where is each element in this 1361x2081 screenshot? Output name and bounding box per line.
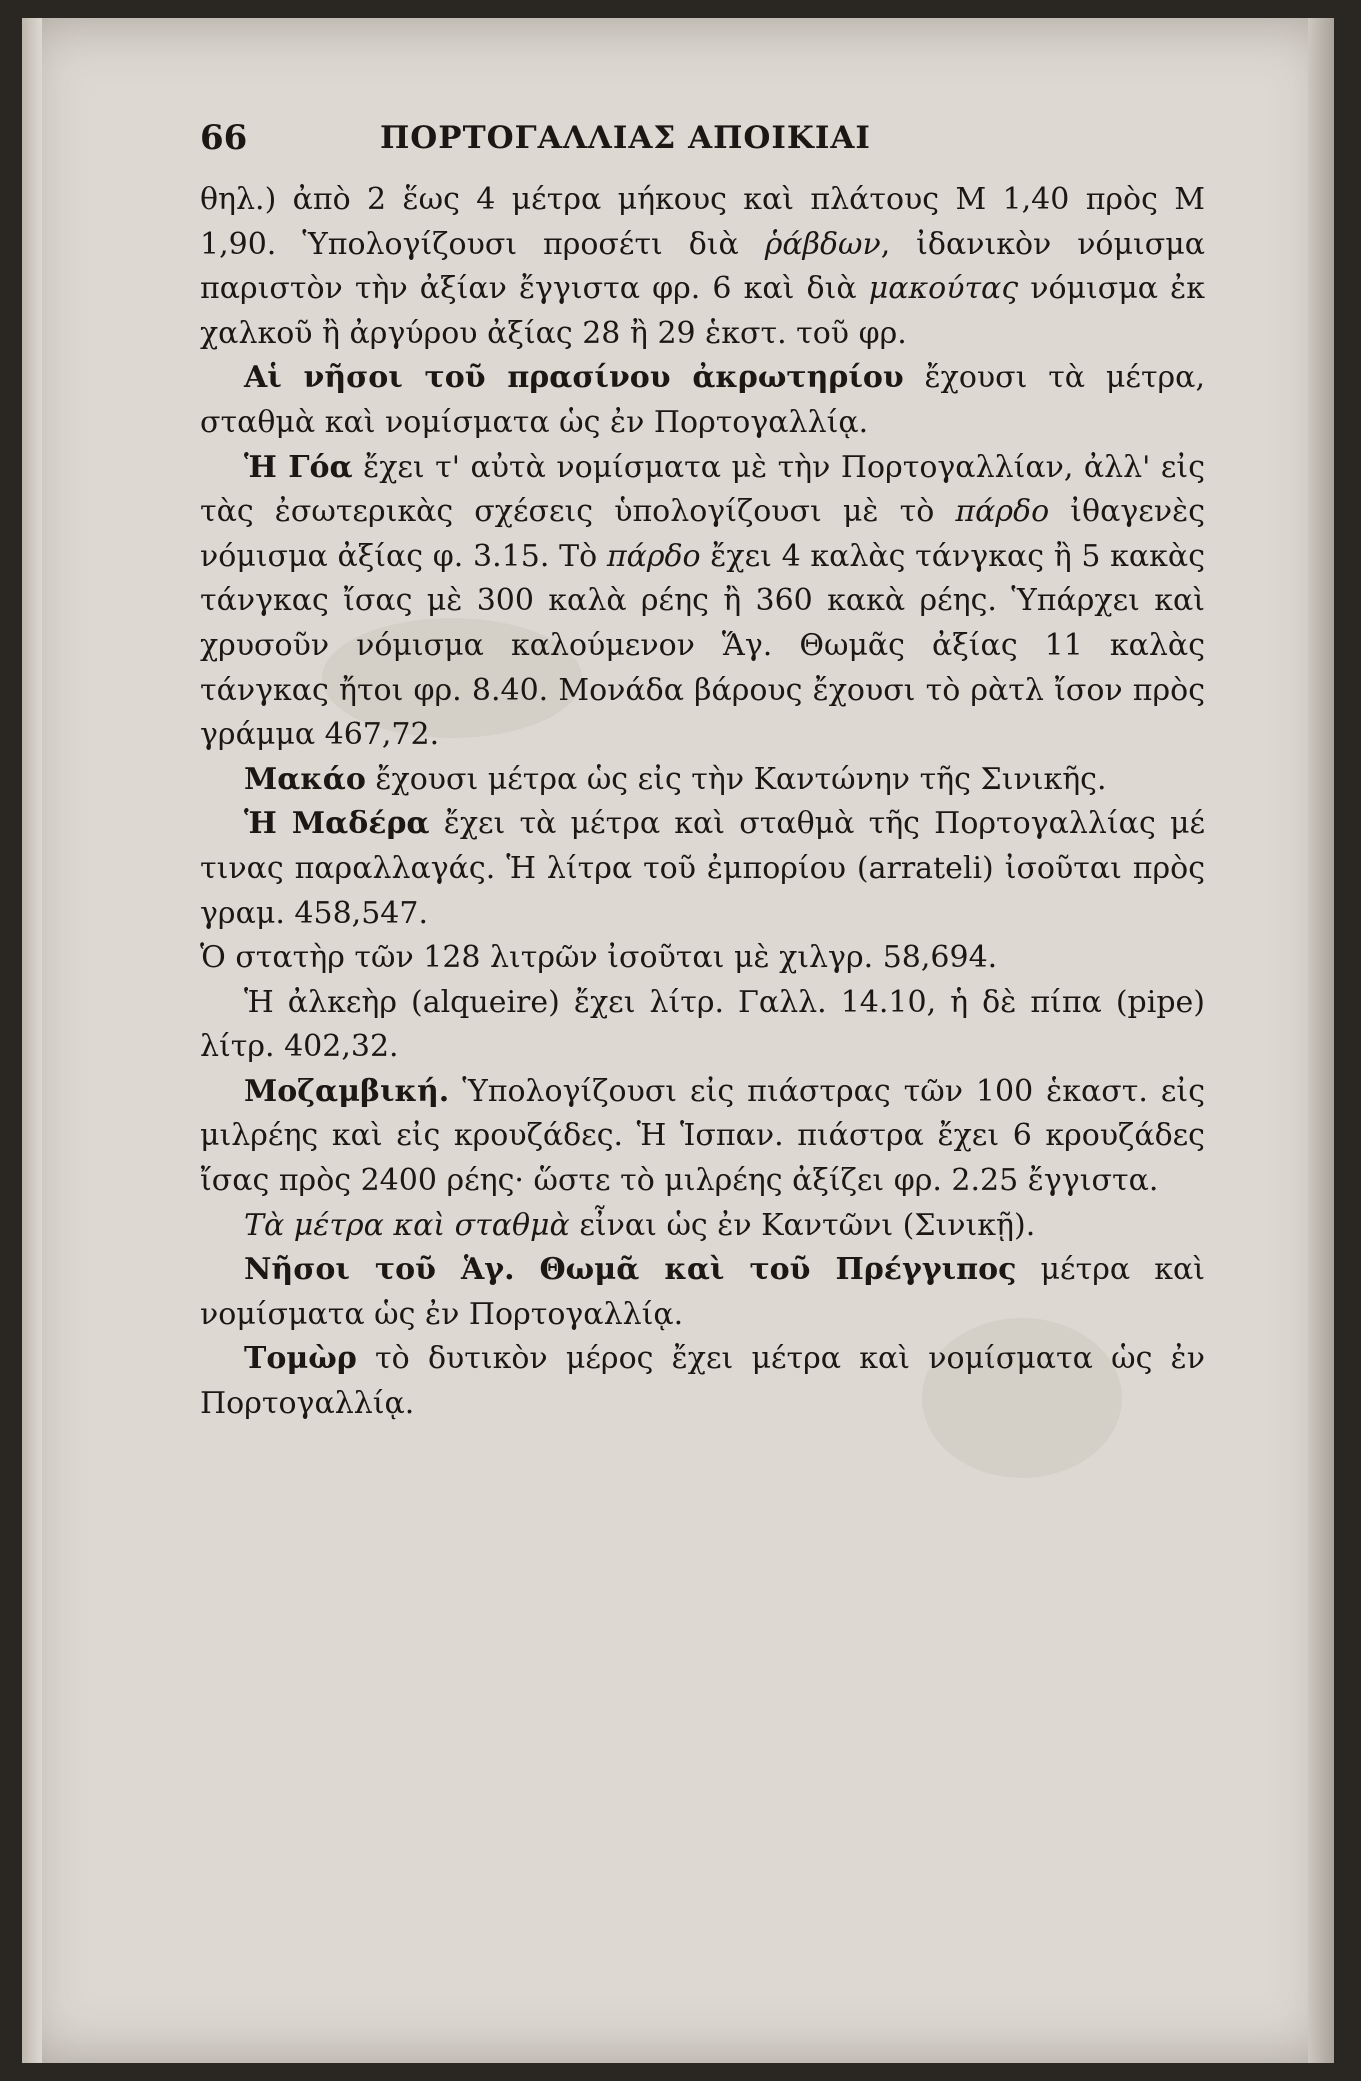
paragraph-madeira: [200, 802, 1205, 936]
paragraph-text: ἔχει τ' αὐτὰ νομίσματα μὲ τὴν Πορτογαλλίαν, ἀλλ' εἰς τὰς ἐσωτερικὰς σχέσεις ὑπολογίζουσι μὲ τὸ: [200, 449, 1205, 530]
paragraph-text: ἰθαγενὲς νόμισμα ἀξίας φ. 3.15. Τὸ: [200, 494, 1205, 574]
paragraph-text: ἔχει 4 καλὰς τάνγκας ἢ 5 κακὰς τάνγκας ἴσας μὲ 300 καλὰ ρέης ἢ 360 κακὰ ρέης. Ὑπάρχει καὶ χρυσοῦν νόμισμα καλούμενον Ἅγ. Θωμᾶς ἀξίας 11 καλὰς τάνγκας ἤτοι φρ. 8.40. Μονάδα βάρους ἔχουσι τὸ ρὰτλ ἴσον πρὸς γράμμα 467,72.: [200, 538, 1205, 753]
paragraph-stater: [200, 936, 1205, 981]
entry-heading: Αἱ νῆσοι τοῦ πρασίνου ἀκρωτηρίου: [244, 360, 904, 396]
running-title: ΠΟΡΤΟΓΑΛΛΙΑΣ ΑΠΟΙΚΙΑΙ: [380, 120, 871, 156]
paragraph-text: θηλ.) ἀπὸ 2 ἕως 4 μέτρα μήκους καὶ πλάτους Μ 1,40 πρὸς Μ 1,90. Ὑπολογίζουσι προσέτι διὰ: [200, 182, 1205, 262]
entry-heading: Μοζαμβική.: [244, 1073, 450, 1109]
paragraph-sao-tome: [200, 1248, 1205, 1337]
paragraph-macao: [200, 758, 1205, 803]
page-number: 66: [200, 118, 248, 158]
paragraph-cape-verde: [200, 356, 1205, 445]
book-page: [22, 18, 1334, 2063]
paragraph-text: μέτρα καὶ νομίσματα ὡς ἐν Πορτογαλλίᾳ.: [200, 1252, 1205, 1332]
italic-term: πάρδο: [606, 538, 701, 574]
paragraph-timor: [200, 1337, 1205, 1426]
paragraph-text: ἔχουσι τὰ μέτρα, σταθμὰ καὶ νομίσματα ὡς ἐν Πορτογαλλίᾳ.: [200, 360, 1205, 440]
italic-term: Τὰ μέτρα καὶ σταθμὰ: [244, 1207, 570, 1243]
paragraph-goa: [200, 446, 1205, 758]
entry-heading: Ἡ Μαδέρα: [244, 806, 430, 842]
paragraph-text: τὸ δυτικὸν μέρος ἔχει μέτρα καὶ νομίσματα ὡς ἐν Πορτογαλλίᾳ.: [200, 1341, 1205, 1422]
paragraph-text: ἔχει τὰ μέτρα καὶ σταθμὰ τῆς Πορτογαλλίας μέ τινας παραλλαγάς. Ἡ λίτρα τοῦ ἐμπορίου (arrateli) ἰσοῦται πρὸς γραμ. 458,547.: [200, 806, 1205, 931]
entry-heading: Τομὼρ: [244, 1341, 357, 1377]
paragraph-text: εἶναι ὡς ἐν Καντῶνι (Σινικῇ).: [569, 1207, 1036, 1243]
paragraph-continuation: [200, 178, 1205, 356]
paragraph-mozambique: [200, 1070, 1205, 1204]
entry-heading: Νῆσοι τοῦ Ἁγ. Θωμᾶ καὶ τοῦ Πρέγγιπος: [244, 1252, 1017, 1288]
italic-term: μακούτας: [868, 271, 1019, 307]
paragraph-text: Ὁ στατὴρ τῶν 128 λιτρῶν ἰσοῦται μὲ χιλγρ. 58,694.: [200, 940, 998, 976]
page-gutter-shadow: [22, 18, 42, 2063]
body-text: [200, 178, 1205, 1427]
page-edge: [1308, 18, 1334, 2063]
paragraph-measures: [200, 1204, 1205, 1249]
paragraph-text: Ὑπολογίζουσι εἰς πιάστρας τῶν 100 ἑκαστ. εἰς μιλρέης καὶ εἰς κρουζάδες. Ἡ Ἱσπαν. πιάστρα ἔχει 6 κρουζάδες ἴσας πρὸς 2400 ρέης· ὥστε τὸ μιλρέης ἀξίζει φρ. 2.25 ἔγγιστα.: [200, 1073, 1205, 1199]
italic-term: πάρδο: [955, 494, 1050, 530]
paragraph-text: νόμισμα ἐκ χαλκοῦ ἢ ἀργύρου ἀξίας 28 ἢ 29 ἑκστ. τοῦ φρ.: [200, 271, 1206, 351]
paragraph-text: ἔχουσι μέτρα ὡς εἰς τὴν Καντώνην τῆς Σινικῆς.: [365, 761, 1107, 797]
paragraph-text: , ἰδανικὸν νόμισμα παριστὸν τὴν ἀξίαν ἔγγιστα φρ. 6 καὶ διὰ: [200, 226, 1205, 307]
paragraph-alqueire: [200, 981, 1205, 1070]
entry-heading: Ἡ Γόα: [244, 449, 353, 485]
page-header: [200, 118, 1240, 174]
entry-heading: Μακάο: [244, 761, 366, 797]
italic-term: ῥάβδων: [764, 226, 881, 262]
paragraph-text: Ἡ ἀλκεὴρ (alqueire) ἔχει λίτρ. Γαλλ. 14.10, ἡ δὲ πίπα (pipe) λίτρ. 402,32.: [200, 984, 1205, 1065]
